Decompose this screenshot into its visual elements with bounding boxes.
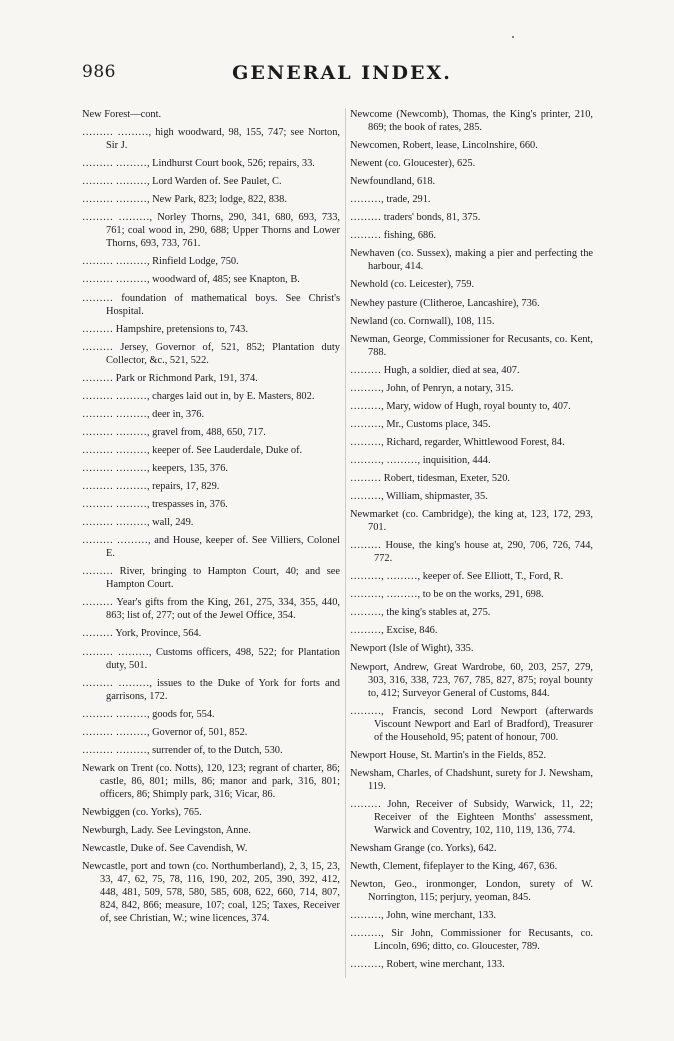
index-entry: Newcome (Newcomb), Thomas, the King's printer, 210, 869; the book of rates, 285. — [350, 109, 593, 134]
column-divider — [345, 108, 346, 978]
index-entry: ……… ………, charges laid out in, by E. Masters, 802. — [82, 390, 315, 402]
index-entry: Newton, Geo., ironmonger, London, surety of W. Norrington, 115; perjury, yeoman, 845. — [350, 879, 593, 904]
index-entry: ……… ………, wall, 249. — [82, 517, 194, 529]
index-entry: Newsham, Charles, of Chadshunt, surety for J. Newsham, 119. — [350, 767, 593, 792]
index-entry: ……… Year's gifts from the King, 261, 275, 334, 355, 440, 863; list of, 277; out of the Jewel Office, 354. — [82, 597, 340, 622]
index-entry: ………, Sir John, Commissioner for Recusants, co. Lincoln, 696; ditto, co. Gloucester, 789. — [350, 928, 593, 953]
index-entry: ……… ………, keeper of. See Lauderdale, Duke of. — [82, 444, 303, 456]
index-entry: Newmarket (co. Cambridge), the king at, 123, 172, 293, 701. — [350, 509, 593, 534]
index-entry: ……… York, Province, 564. — [82, 628, 202, 640]
index-entry: Newport (Isle of Wight), 335. — [350, 643, 474, 655]
index-entry: ……… ………, repairs, 17, 829. — [82, 481, 220, 493]
index-entry: ……… ………, gravel from, 488, 650, 717. — [82, 426, 266, 438]
index-entry: Newhey pasture (Clitheroe, Lancashire), 736. — [350, 297, 540, 309]
index-entry: Newcastle, port and town (co. Northumberland), 2, 3, 15, 23, 33, 47, 62, 75, 78, 116, 190, 202, 205, 390, 392, 412, 448, 481, 509, 578, 580, 585, 608, 622, 660, 714, 807, 824, 842, 866; measure, 107; coal, 125; Taxes, Receiver of, see Christian, W.; wine licences, 374. — [82, 861, 340, 925]
page-speck — [512, 36, 514, 38]
index-entry: ………, William, shipmaster, 35. — [350, 491, 488, 503]
index-entry: ………, John, of Penryn, a notary, 315. — [350, 382, 514, 394]
index-entry: Newhold (co. Leicester), 759. — [350, 279, 475, 291]
index-entry: ……… foundation of mathematical boys. See Christ's Hospital. — [82, 292, 340, 317]
index-entry: ……… John, Receiver of Subsidy, Warwick, 11, 22; Receiver of the Eighteen Months' assessment, Warwick and Coventry, 102, 110, 119, 136, 774. — [350, 798, 593, 837]
index-entry: ……… ………, high woodward, 98, 155, 747; see Norton, Sir J. — [82, 127, 340, 152]
index-entry: ……… ………, issues to the Duke of York for forts and garrisons, 172. — [82, 677, 340, 702]
index-entry: ……… ………, keepers, 135, 376. — [82, 462, 229, 474]
page-number: 986 — [82, 62, 116, 82]
index-entry: ……… ………, Governor of, 501, 852. — [82, 726, 248, 738]
index-entry: Newent (co. Gloucester), 625. — [350, 158, 476, 170]
index-entry: ……… House, the king's house at, 290, 706, 726, 744, 772. — [350, 540, 593, 565]
index-entry: ……… fishing, 686. — [350, 230, 437, 242]
index-entry: ………, the king's stables at, 275. — [350, 607, 491, 619]
index-entry: ………, Richard, regarder, Whittlewood Forest, 84. — [350, 436, 565, 448]
index-entry: ……… ………, goods for, 554. — [82, 708, 215, 720]
index-entry: Newburgh, Lady. See Levingston, Anne. — [82, 825, 251, 837]
index-entry: ………, ………, to be on the works, 291, 698. — [350, 589, 544, 601]
index-entry: ……… ………, deer in, 376. — [82, 408, 205, 420]
index-entry: ………, Excise, 846. — [350, 625, 438, 637]
index-entry: Newman, George, Commissioner for Recusants, co. Kent, 788. — [350, 333, 593, 358]
index-entry: Newfoundland, 618. — [350, 176, 436, 188]
index-column-right — [350, 108, 593, 976]
index-entry: ……… ………, trespasses in, 376. — [82, 499, 228, 511]
index-entry: ……… ………, woodward of, 485; see Knapton, B. — [82, 274, 300, 286]
index-entry: ………, ………, keeper of. See Elliott, T., Ford, R. — [350, 571, 564, 583]
index-entry: Newport, Andrew, Great Wardrobe, 60, 203, 257, 279, 303, 316, 338, 723, 767, 785, 827, 875; royal bounty to, 412; Surveyor General of Customs, 844. — [350, 661, 593, 699]
index-entry: ……… ………, Norley Thorns, 290, 341, 680, 693, 733, 761; coal wood in, 290, 688; Upper Thorns and Lower Thorns, 693, 733, 761. — [82, 212, 340, 250]
index-entry: Newsham Grange (co. Yorks), 642. — [350, 843, 497, 855]
index-entry: ……… Robert, tidesman, Exeter, 520. — [350, 472, 511, 484]
index-entry: Newland (co. Cornwall), 108, 115. — [350, 315, 495, 327]
index-entry: Newark on Trent (co. Notts), 120, 123; regrant of charter, 86; castle, 86, 801; mills, 86; manor and park, 316, 801; officers, 86; Shimply park, 316; Vicar, 86. — [82, 762, 340, 800]
index-entry: ………, trade, 291. — [350, 194, 431, 206]
index-entry: Newbiggen (co. Yorks), 765. — [82, 806, 202, 818]
index-entry: ……… ………, and House, keeper of. See Villiers, Colonel E. — [82, 535, 340, 560]
index-entry: ……… ………, Customs officers, 498, 522; for Plantation duty, 501. — [82, 646, 340, 671]
index-entry: ………, Francis, second Lord Newport (afterwards Viscount Newport and Earl of Bradford), Treasurer of the Household, 95; patent of honour, 700. — [350, 705, 593, 743]
index-entry: ……… traders' bonds, 81, 375. — [350, 212, 481, 224]
index-entry: ……… ………, Rinfield Lodge, 750. — [82, 256, 239, 268]
page-header — [82, 62, 602, 90]
index-entry: ………, ………, inquisition, 444. — [350, 454, 491, 466]
index-entry: New Forest—cont. — [82, 109, 162, 120]
index-entry: ……… ………, surrender of, to the Dutch, 530. — [82, 744, 283, 756]
index-entry: Newcastle, Duke of. See Cavendish, W. — [82, 843, 248, 855]
index-entry: ……… ………, Lord Warden of. See Paulet, C. — [82, 176, 282, 188]
index-entry: ……… ………, New Park, 823; lodge, 822, 838. — [82, 194, 287, 206]
index-entry: ………, Robert, wine merchant, 133. — [350, 959, 505, 971]
index-entry: ……… Hampshire, pretensions to, 743. — [82, 323, 248, 335]
index-entry: Newhaven (co. Sussex), making a pier and perfecting the harbour, 414. — [350, 248, 593, 273]
index-entry: ……… Hugh, a soldier, died at sea, 407. — [350, 364, 520, 376]
index-entry: ………, Mr., Customs place, 345. — [350, 418, 491, 430]
index-entry: Newport House, St. Martin's in the Fields, 852. — [350, 749, 547, 761]
index-entry: ……… River, bringing to Hampton Court, 40; and see Hampton Court. — [82, 566, 340, 591]
index-column-left — [82, 108, 340, 930]
index-entry: ……… ………, Lindhurst Court book, 526; repairs, 33. — [82, 158, 315, 170]
index-entry: ………, Mary, widow of Hugh, royal bounty to, 407. — [350, 400, 571, 412]
index-entry: ………, John, wine merchant, 133. — [350, 910, 497, 922]
index-entry: ……… Park or Richmond Park, 191, 374. — [82, 372, 258, 384]
index-entry: Newth, Clement, fifeplayer to the King, 467, 636. — [350, 861, 558, 873]
running-head: GENERAL INDEX. — [232, 62, 452, 84]
index-entry: ……… Jersey, Governor of, 521, 852; Plantation duty Collector, &c., 521, 522. — [82, 341, 340, 366]
index-entry: Newcomen, Robert, lease, Lincolnshire, 660. — [350, 140, 538, 152]
